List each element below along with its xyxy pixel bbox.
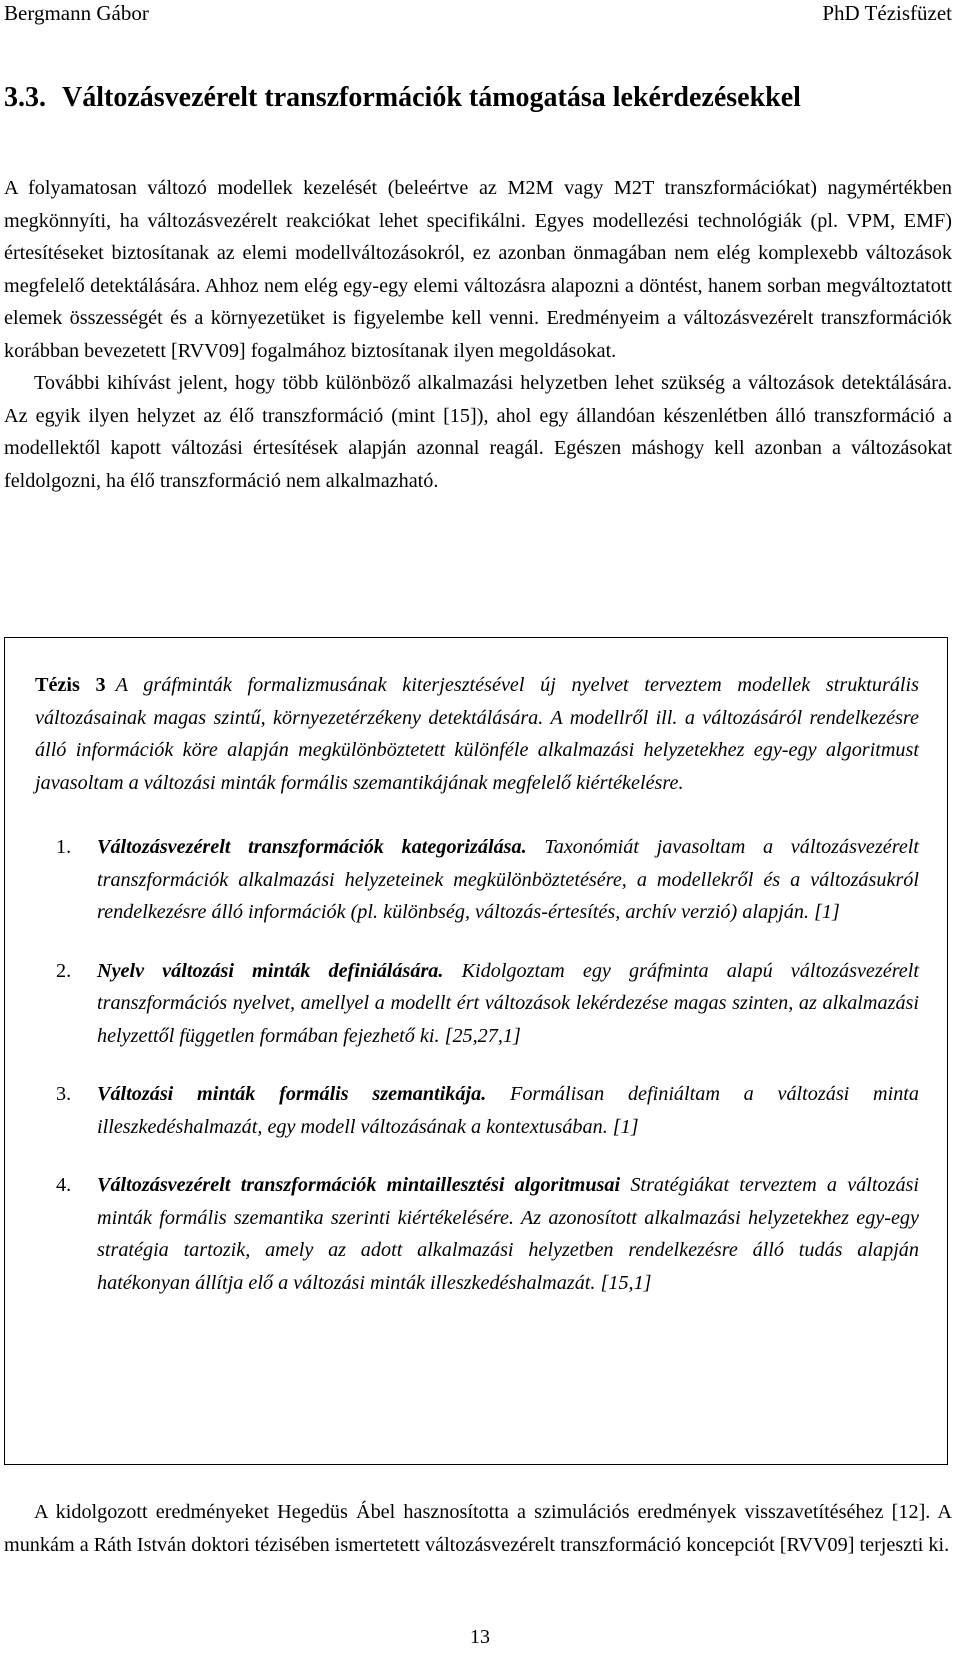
- thesis-content: [35, 669, 919, 1325]
- thesis-item-title: Nyelv változási minták definiálására.: [97, 959, 444, 982]
- thesis-item-number: 1.: [56, 836, 72, 858]
- running-header: [0, 0, 960, 30]
- thesis-item-1: [35, 831, 919, 929]
- body-paragraph-1: A folyamatosan változó modellek kezelését (beleértve az M2M vagy M2T transzformációkat) nagymértékben megkönnyíti, ha változásvezérelt reakciókat lehet specifikálni. Egyes modellezési technológiák (pl. VPM, EMF) értesítéseket biztosítanak az elemi modellváltozásokról, ez azonban önmagában nem elég komplexebb változások megfelelő detektálására. Ahhoz nem elég egy-egy elemi változásra alapozni a döntést, hanem sorban megváltoztatott elemek összességét és a környezetüket is figyelembe kell venni. Eredményeim a változásvezérelt transzformációk korábban bevezetett [RVV09] fogalmához biztosítanak ilyen megoldásokat.: [4, 177, 952, 362]
- thesis-item-title: Változási minták formális szemantikája.: [97, 1083, 487, 1105]
- thesis-item-4: [35, 1169, 919, 1299]
- section-number: 3.3.: [4, 82, 46, 113]
- thesis-item-2: [35, 955, 919, 1053]
- section-heading: [4, 80, 952, 115]
- body-text: [4, 172, 952, 497]
- page-number: 13: [470, 1626, 490, 1648]
- thesis-item-title: Változásvezérelt transzformációk kategorizálása.: [97, 836, 527, 858]
- thesis-item-text: Kidolgoztam egy gráfminta alapú változásvezérelt transzformációs nyelvet, amellyel a modellt ért változások lekérdezése magas szinten, az alkalmazási helyzettől független formában fejezhető ki. [25,27,1]: [97, 959, 919, 1047]
- thesis-item-text: Taxonómiát javasoltam a változásvezérelt transzformációk alkalmazási helyzeteinek megkülönböztetésére, a modellekről és a változásukról rendelkezésre álló információk (pl. különbség, változás-értesítés, archív verzió) alapján. [1]: [97, 836, 919, 923]
- thesis-item-text: Stratégiákat terveztem a változási minták formális szemantika szerinti kiértékelésére. Az azonosított alkalmazási helyzetekhez egy-egy stratégia tartozik, amely az adott alkalmazási helyzetben rendelkezésre álló tudás alapján hatékonyan állítja elő a változási minták illeszkedéshalmazát. [15,1]: [97, 1174, 920, 1294]
- thesis-item-number: 2.: [56, 959, 72, 982]
- header-author: Bergmann Gábor: [4, 1, 149, 25]
- thesis-statement: [35, 669, 919, 799]
- thesis-item-title: Változásvezérelt transzformációk mintaillesztési algoritmusai: [97, 1174, 621, 1196]
- thesis-statement-text: A gráfminták formalizmusának kiterjesztésével új nyelvet terveztem modellek strukturális változásainak magas szintű, környezetérzékeny detektálására. A modellről ill. a változásáról rendelkezésre álló információk köre alapján megkülönböztetett különféle alkalmazási helyzetekhez egy-egy algoritmust javasoltam a változási minták formális szemantikájának megfelelő kiértékelésre.: [35, 674, 919, 794]
- header-document-type: PhD Tézisfüzet: [822, 1, 952, 25]
- thesis-box: [4, 637, 948, 1465]
- thesis-item-number: 4.: [56, 1174, 72, 1196]
- section-title: Változásvezérelt transzformációk támogatása lekérdezésekkel: [62, 82, 801, 113]
- thesis-label: Tézis 3: [35, 674, 106, 696]
- thesis-item-text: Formálisan definiáltam a változási minta illeszkedéshalmazát, egy modell változásának a kontextusában. [1]: [97, 1083, 920, 1138]
- closing-paragraph: A kidolgozott eredményeket Hegedüs Ábel hasznosította a szimulációs eredmények visszavetítéséhez [12]. A munkám a Ráth István doktori tézisében ismertetett változásvezérelt transzformáció koncepciót [RVV09] terjeszti ki.: [4, 1501, 952, 1556]
- thesis-list: [35, 831, 919, 1299]
- thesis-item-3: [35, 1078, 919, 1143]
- body-paragraph-2: További kihívást jelent, hogy több különböző alkalmazási helyzetben lehet szükség a változások detektálására. Az egyik ilyen helyzet az élő transzformáció (mint [15]), ahol egy állandóan készenlétben álló transzformáció a modellektől kapott változási értesítések alapján azonnal reagál. Egészen máshogy kell azonban a változásokat feldolgozni, ha élő transzformáció nem alkalmazható.: [4, 372, 952, 492]
- thesis-item-number: 3.: [56, 1083, 72, 1105]
